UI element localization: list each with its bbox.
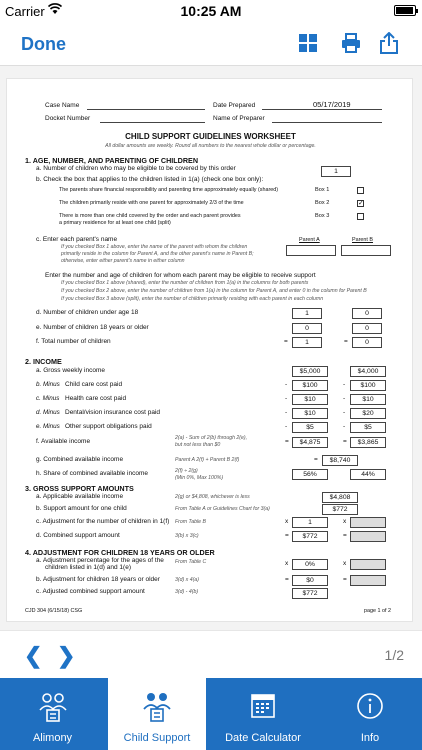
tab-child-support[interactable] <box>108 678 206 750</box>
s1e-label: e. Number of children 18 years or older <box>36 324 149 331</box>
tab-info[interactable] <box>318 678 422 750</box>
s2g-note: Parent A 2(f) + Parent B 2(f) <box>175 457 240 463</box>
tab-info-label: Info <box>360 732 380 744</box>
box2-label: Box 2 <box>315 200 330 206</box>
s2c-parent-a[interactable]: $10 <box>292 394 328 405</box>
times-sign: x <box>343 518 347 525</box>
option-split-1: There is more than one child covered by the order and each parent provides <box>59 213 241 219</box>
done-button[interactable]: Done <box>21 34 66 54</box>
section-2-heading: 2. INCOME <box>25 357 62 366</box>
date-prepared-label: Date Prepared <box>213 102 256 109</box>
times-sign: x <box>343 560 347 567</box>
battery-icon <box>394 5 416 16</box>
s2b-label: Child care cost paid <box>65 381 123 388</box>
s2e-parent-b[interactable]: $5 <box>350 422 386 433</box>
minus-sign: - <box>343 423 346 430</box>
parent-b-label: Parent B <box>352 237 373 243</box>
child-support-icon <box>141 690 173 722</box>
s1f-parent-b: 0 <box>352 337 382 348</box>
s2d-label: Dental/vision insurance cost paid <box>65 409 161 416</box>
tab-child-support-label: Child Support <box>123 732 191 744</box>
worksheet-page <box>6 78 413 622</box>
s3c-label: c. Adjustment for the number of children in 1(f) <box>36 518 170 525</box>
page-indicator-doc: page 1 of 2 <box>364 608 391 614</box>
s4c-label: c. Adjusted combined support amount <box>36 588 145 595</box>
equals-sign: = <box>284 338 288 345</box>
parent-a-name[interactable] <box>286 245 336 256</box>
option-primary: The children primarily reside with one parent for approximately 2/3 of the time <box>59 200 244 206</box>
s2e-minus: e. Minus <box>36 423 60 430</box>
s4b-parent-b-empty <box>350 575 386 586</box>
next-page-button[interactable]: ❯ <box>57 643 76 668</box>
s2c-parent-b[interactable]: $10 <box>350 394 386 405</box>
equals-sign: = <box>343 576 347 583</box>
preparer-label: Name of Preparer <box>213 115 265 122</box>
tab-bar <box>0 678 422 750</box>
s2c-label: Health care cost paid <box>65 395 127 402</box>
s3a-value: $4,808 <box>322 492 358 503</box>
case-name-label: Case Name <box>45 102 80 109</box>
carrier-label: Carrier <box>5 4 45 19</box>
s1-enter-label: Enter the number and age of children for whom each parent may be eligible to receive support <box>45 272 316 279</box>
s4a-value[interactable]: 0% <box>292 559 328 570</box>
s2e-label: Other support obligations paid <box>65 423 152 430</box>
s4a-label-2: children listed in 1(d) and 1(e) <box>45 564 131 571</box>
box3-label: Box 3 <box>315 213 330 219</box>
s2f-note-2: but not less than $0 <box>175 442 221 448</box>
box1-label: Box 1 <box>315 187 330 193</box>
s2a-parent-b[interactable]: $4,000 <box>350 366 386 377</box>
equals-sign: = <box>285 576 289 583</box>
s2b-parent-b[interactable]: $100 <box>350 380 386 391</box>
s1b-label: b. Check the box that applies to the children listed in 1(a) (check one box only): <box>36 176 264 183</box>
s1c-label: c. Enter each parent's name <box>36 236 118 243</box>
tab-alimony[interactable] <box>0 678 105 750</box>
print-icon[interactable] <box>340 32 362 54</box>
s1f-label: f. Total number of children <box>36 338 111 345</box>
s4b-value: $0 <box>292 575 328 586</box>
section-4-heading: 4. ADJUSTMENT FOR CHILDREN 18 YEARS OR OLDER <box>25 548 215 557</box>
s3c-note: From Table B <box>175 519 206 525</box>
s2h-note-1: 2(f) ÷ 2(g) <box>175 468 198 474</box>
s2a-label: a. Gross weekly income <box>36 367 105 374</box>
s2h-label: h. Share of combined available income <box>36 470 149 477</box>
section-1-heading: 1. AGE, NUMBER, AND PARENTING OF CHILDREN <box>25 156 199 165</box>
box3-checkbox[interactable] <box>357 213 364 220</box>
equals-sign: = <box>343 532 347 539</box>
box2-checkbox[interactable]: ✓ <box>358 200 364 207</box>
s4c-value: $772 <box>292 588 328 599</box>
clock: 10:25 AM <box>180 3 242 19</box>
s1c-note-2: primarily reside in the column for Parent A, and the other parent's name in Parent B; <box>61 251 254 257</box>
s2h-parent-a: 56% <box>292 469 328 480</box>
s3a-note: 2(g) or $4,808, whichever is less <box>175 494 250 500</box>
box1-checkbox[interactable] <box>357 187 364 194</box>
s4c-note: 3(d) - 4(b) <box>175 589 199 595</box>
enter-note-2: If you checked Box 2 above, enter the number of children from 1(a) in the column for Parent A, and enter 0 in the column for Parent B <box>61 288 367 294</box>
document-viewer[interactable] <box>0 66 422 630</box>
s2f-parent-a: $4,875 <box>292 437 328 448</box>
s3b-label: b. Support amount for one child <box>36 505 127 512</box>
s2f-parent-b: $3,865 <box>350 437 386 448</box>
calendar-icon <box>247 690 279 722</box>
navigation-bar <box>0 22 422 66</box>
s2d-parent-b[interactable]: $20 <box>350 408 386 419</box>
page-counter: 1/2 <box>384 647 404 663</box>
s2g-label: g. Combined available income <box>36 456 124 463</box>
minus-sign: - <box>343 409 346 416</box>
s2h-parent-b: 44% <box>350 469 386 480</box>
equals-sign: = <box>343 438 347 445</box>
s3d-parent-b-empty <box>350 531 386 542</box>
enter-note-3: If you checked Box 3 above (split), enter the number of children primarily residing with each parent in each column <box>61 296 324 302</box>
s1c-note-3: otherwise, enter either parent's name in either column <box>61 258 185 264</box>
enter-note-1: If you checked Box 1 above (shared), enter the number of children from 1(a) in the columns for both parents <box>61 280 309 286</box>
s2c-minus: c. Minus <box>36 395 60 402</box>
s3b-note: From Table A or Guidelines Chart for 3(a) <box>175 506 270 512</box>
s4a-parent-b-empty <box>350 559 386 570</box>
s1d-label: d. Number of children under age 18 <box>36 309 139 316</box>
parent-a-label: Parent A <box>299 237 320 243</box>
s3d-value: $772 <box>292 531 328 542</box>
equals-sign: = <box>285 532 289 539</box>
s1e-parent-b[interactable]: 0 <box>352 323 382 334</box>
pager-bar <box>0 630 422 678</box>
grid-view-icon[interactable] <box>297 32 319 54</box>
equals-sign: = <box>285 438 289 445</box>
previous-page-button[interactable]: ❮ <box>24 643 43 668</box>
s4b-label: b. Adjustment for children 18 years or older <box>36 576 160 583</box>
option-split-2: a primary residence for at least one child (split) <box>59 220 171 226</box>
date-prepared-value: 05/17/2019 <box>313 100 351 109</box>
equals-sign: = <box>314 456 318 463</box>
s1a-label: a. Number of children who may be eligible to be covered by this order <box>36 165 236 172</box>
tab-date-calculator[interactable] <box>208 678 318 750</box>
s2b-minus: b. Minus <box>36 381 60 388</box>
s1e-parent-a[interactable]: 0 <box>292 323 322 334</box>
minus-sign: - <box>285 423 288 430</box>
worksheet-title: CHILD SUPPORT GUIDELINES WORKSHEET <box>125 132 296 141</box>
option-shared: The parents share financial responsibility and parenting time approximately equally (shared) <box>59 187 279 193</box>
s2d-minus: d. Minus <box>36 409 60 416</box>
s3c-parent-b-empty <box>350 517 386 528</box>
minus-sign: - <box>343 395 346 402</box>
s2a-parent-a[interactable]: $5,000 <box>292 366 328 377</box>
s1c-note-1: If you checked Box 1 above, enter the name of the parent with whom the children <box>61 244 248 250</box>
equals-sign: = <box>344 338 348 345</box>
minus-sign: - <box>285 395 288 402</box>
s3b-value: $772 <box>322 504 358 515</box>
worksheet-subtitle: All dollar amounts are weekly. Round all numbers to the nearest whole dollar or percentage. <box>105 143 316 149</box>
times-sign: x <box>285 518 289 525</box>
s1a-value[interactable]: 1 <box>321 166 351 177</box>
s3d-label: d. Combined support amount <box>36 532 120 539</box>
alimony-icon <box>37 690 69 722</box>
tab-alimony-label: Alimony <box>32 732 73 744</box>
info-icon <box>354 690 386 722</box>
minus-sign: - <box>285 381 288 388</box>
s2f-note-1: 2(a) - Sum of 2(b) through 2(e), <box>175 435 248 441</box>
s1d-parent-b[interactable]: 0 <box>352 308 382 319</box>
parent-b-name[interactable] <box>341 245 391 256</box>
tab-date-calculator-label: Date Calculator <box>225 732 301 744</box>
s2h-note-2: (Min 0%, Max 100%) <box>175 475 224 481</box>
s4a-label-1: a. Adjustment percentage for the ages of the <box>36 557 164 564</box>
s2e-parent-a[interactable]: $5 <box>292 422 328 433</box>
section-3-heading: 3. GROSS SUPPORT AMOUNTS <box>25 484 134 493</box>
status-bar <box>0 0 422 22</box>
s3d-note: 3(b) x 3(c) <box>175 533 199 539</box>
s2d-parent-a[interactable]: $10 <box>292 408 328 419</box>
minus-sign: - <box>343 381 346 388</box>
s1f-parent-a: 1 <box>292 337 322 348</box>
s2b-parent-a[interactable]: $100 <box>292 380 328 391</box>
docket-label: Docket Number <box>45 115 91 122</box>
minus-sign: - <box>285 409 288 416</box>
s2f-label: f. Available income <box>36 438 91 445</box>
s3a-label: a. Applicable available income <box>36 493 124 500</box>
s2g-value: $8,740 <box>322 455 358 466</box>
s1d-parent-a[interactable]: 1 <box>292 308 322 319</box>
s3c-value[interactable]: 1 <box>292 517 328 528</box>
s4a-note: From Table C <box>175 559 207 565</box>
times-sign: x <box>285 560 289 567</box>
share-icon[interactable] <box>378 32 400 54</box>
s4b-note: 3(d) x 4(a) <box>175 577 199 583</box>
form-id: CJD 304 (6/15/18) CSG <box>25 608 83 614</box>
